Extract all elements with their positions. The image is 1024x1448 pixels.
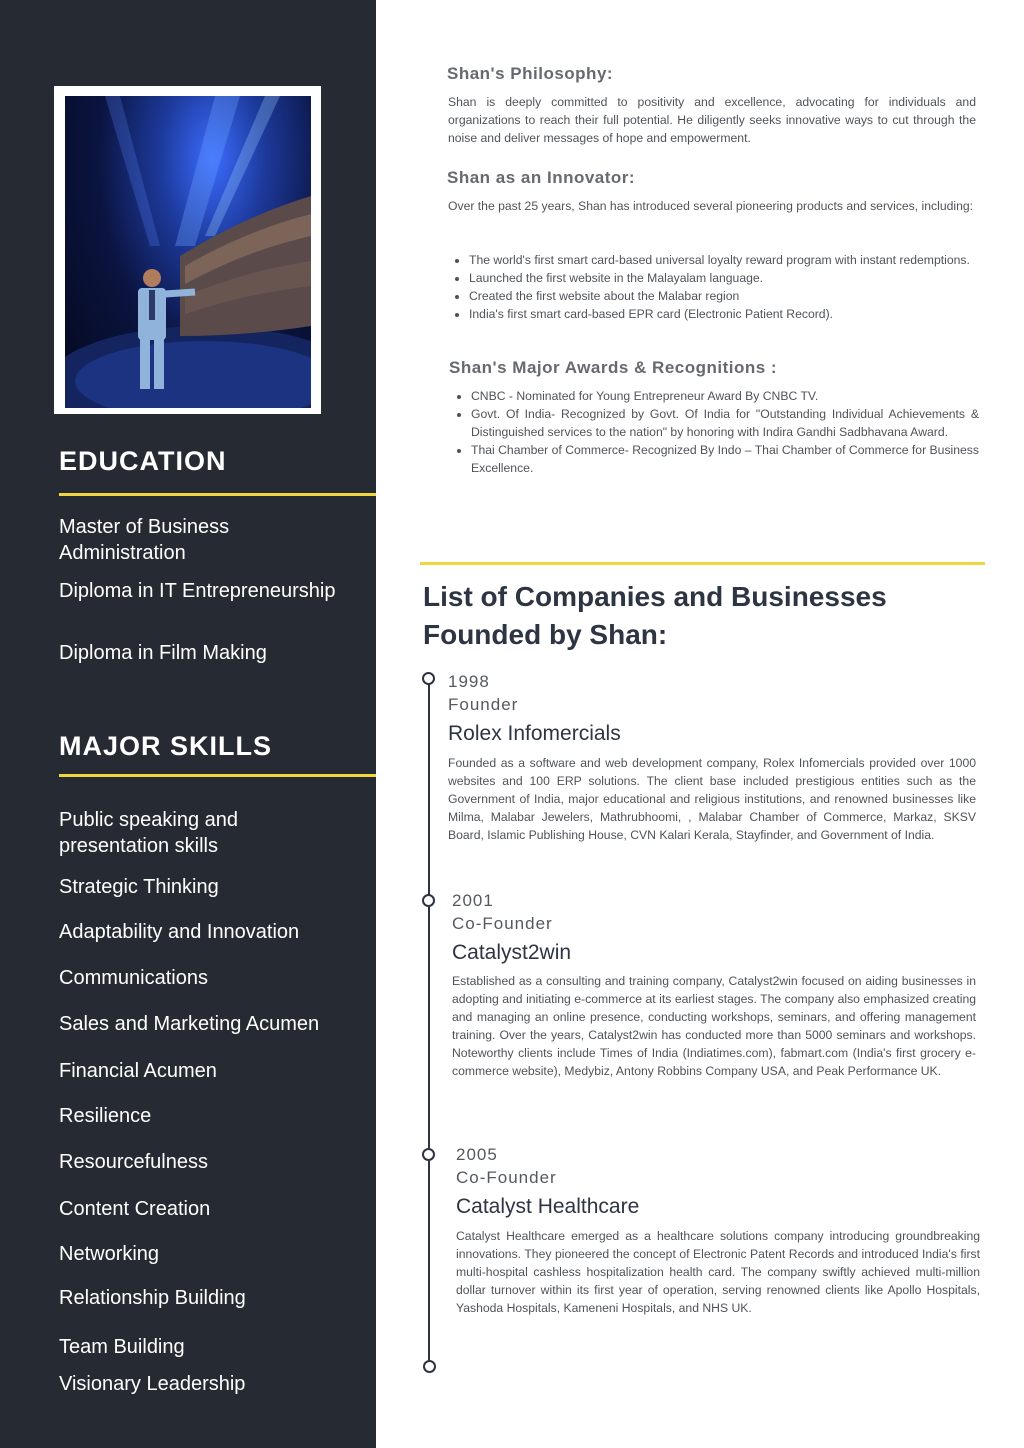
list-item: • The world's first smart card-based universal loyalty reward program with instant redemptions. bbox=[469, 251, 977, 269]
skill-item: Content Creation bbox=[59, 1198, 211, 1220]
entry-year: 2005 bbox=[456, 1145, 498, 1164]
skill-item: Resilience bbox=[59, 1105, 152, 1127]
skills-divider bbox=[59, 774, 376, 777]
section-divider bbox=[420, 562, 985, 565]
list-item: • Launched the first website in the Malayalam language. bbox=[469, 269, 977, 287]
list-item: • Govt. Of India- Recognized by Govt. Of India for "Outstanding Individual Achievements & Distinguished services to the nation" by honoring with Indira Gandhi Sadbhavana Award. bbox=[471, 405, 979, 441]
skill-item: Communications bbox=[59, 967, 208, 989]
skill-item: Financial Acumen bbox=[59, 1060, 217, 1082]
list-item: • CNBC - Nominated for Young Entrepreneur Award By CNBC TV. bbox=[471, 387, 979, 405]
entry-company: Catalyst Healthcare bbox=[456, 1195, 640, 1218]
skill-item: Relationship Building bbox=[59, 1287, 246, 1309]
education-divider bbox=[59, 493, 376, 496]
philosophy-text: Shan is deeply committed to positivity and excellence, advocating for individuals and organizations to reach their full potential. He diligently seeks innovative ways to cut through the noise and deliver messages of hope and empowerment. bbox=[448, 95, 976, 145]
education-heading: EDUCATION bbox=[59, 446, 227, 476]
education-item: Diploma in IT Entrepreneurship bbox=[59, 580, 336, 602]
skill-item: Visionary Leadership bbox=[59, 1373, 246, 1395]
innovator-title: Shan as an Innovator: bbox=[447, 168, 636, 187]
innovator-intro: Over the past 25 years, Shan has introduced several pioneering products and services, including: bbox=[448, 199, 974, 213]
skill-item: Team Building bbox=[59, 1336, 185, 1358]
timeline-node bbox=[422, 672, 435, 685]
skill-item: Networking bbox=[59, 1243, 160, 1265]
entry-company: Catalyst2win bbox=[452, 941, 572, 964]
entry-year: 1998 bbox=[448, 672, 490, 691]
awards-list bbox=[450, 387, 979, 477]
timeline-node bbox=[422, 894, 435, 907]
skill-item: Adaptability and Innovation bbox=[59, 921, 300, 943]
entry-description: Catalyst Healthcare emerged as a healthcare solutions company introducing groundbreaking innovations. They pioneered the concept of Electronic Patent Records and introduced India's first multi-hospital cashless hospitalization health card. The company swiftly achieved multi-million dollar turnover within its first year of operation, serving renowned clients like Apollo Hospitals, Yashoda Hospitals, Kameneni Hospitals, and NHS UK. bbox=[456, 1229, 980, 1315]
awards-title: Shan's Major Awards & Recognitions : bbox=[449, 358, 778, 377]
skill-item: Resourcefulness bbox=[59, 1151, 208, 1173]
innovator-list bbox=[448, 251, 977, 323]
entry-role: Founder bbox=[448, 695, 519, 714]
entry-role: Co-Founder bbox=[452, 914, 553, 933]
list-item: • India's first smart card-based EPR card (Electronic Patient Record). bbox=[469, 305, 977, 323]
skill-item: Public speaking and presentation skills bbox=[59, 809, 239, 857]
entry-company: Rolex Infomercials bbox=[448, 722, 621, 745]
skill-item: Strategic Thinking bbox=[59, 876, 219, 898]
entry-role: Co-Founder bbox=[456, 1168, 557, 1187]
entry-description: Established as a consulting and training company, Catalyst2win focused on aiding businesses in adopting and initiating e-commerce at its earliest stages. The company also emphasized creating and managing an online presence, conducting workshops, seminars, and offering management training. Over the years, Catalyst2win has conducted more than 5000 seminars and workshops. Noteworthy clients include Times of India (Indiatimes.com), fabmart.com (India's first grocery e-commerce website), Medybiz, Antony Robbins Company USA, and Peak Performance UK. bbox=[452, 974, 976, 1078]
entry-year: 2001 bbox=[452, 891, 494, 910]
sidebar bbox=[0, 0, 376, 1448]
companies-title: List of Companies and Businesses Founded by Shan: bbox=[423, 581, 887, 650]
entry-description: Founded as a software and web development company, Rolex Infomercials provided over 1000 websites and 100 ERP solutions. The client base included prestigious entities such as the Government of India, major educational and religious institutions, and renowned businesses like Milma, Malabar Jewelers, Mathrubhoomi, , Malabar Chamber of Commerce, Markaz, SKSV Board, Islamic Publishing House, CVN Kalari Kerala, Stayfinder, and Government of India. bbox=[448, 756, 976, 842]
education-item: Diploma in Film Making bbox=[59, 642, 267, 664]
skills-heading: MAJOR SKILLS bbox=[59, 731, 273, 761]
philosophy-title: Shan's Philosophy: bbox=[447, 64, 614, 83]
education-item: Master of Business Administration bbox=[59, 516, 230, 564]
timeline-node bbox=[422, 1148, 435, 1161]
timeline-line bbox=[428, 684, 430, 1364]
list-item: • Thai Chamber of Commerce- Recognized By Indo – Thai Chamber of Commerce for Business Excellence. bbox=[471, 441, 979, 477]
profile-photo bbox=[65, 96, 311, 408]
profile-photo-frame bbox=[54, 86, 321, 414]
list-item: • Created the first website about the Malabar region bbox=[469, 287, 977, 305]
skill-item: Sales and Marketing Acumen bbox=[59, 1013, 320, 1035]
timeline-node bbox=[423, 1360, 436, 1373]
